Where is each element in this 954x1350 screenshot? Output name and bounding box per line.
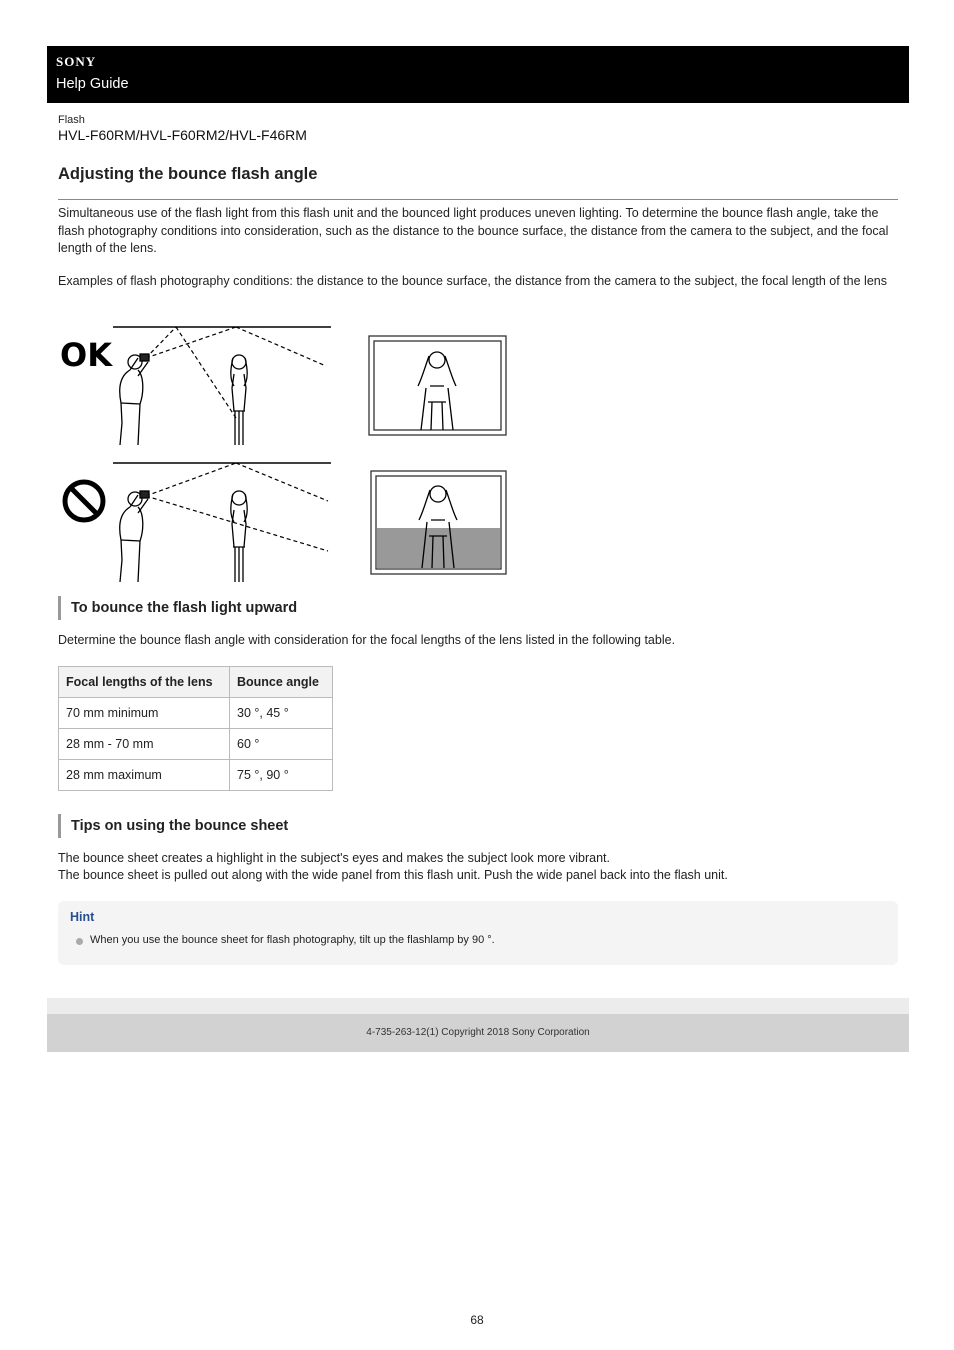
upward-description: Determine the bounce flash angle with consideration for the focal lengths of the lens listed in the following table. — [58, 633, 676, 647]
product-category: Flash — [58, 114, 85, 126]
brand-logo: SONY — [56, 54, 97, 69]
table-cell-angle: 60 ° — [230, 729, 333, 760]
page-title: Adjusting the bounce flash angle — [58, 165, 318, 183]
table-row — [59, 760, 333, 791]
guide-title: Help Guide — [56, 76, 129, 92]
bounce-flash-illustration — [58, 318, 518, 590]
prohibited-icon — [65, 482, 103, 520]
bounce-angle-table — [58, 666, 333, 791]
table-row — [59, 698, 333, 729]
table-cell-angle: 30 °, 45 ° — [230, 698, 333, 729]
header-bar — [47, 46, 909, 103]
table-cell-focal: 28 mm - 70 mm — [59, 729, 230, 760]
table-header-row — [59, 667, 333, 698]
table-cell-focal: 70 mm minimum — [59, 698, 230, 729]
ng-row — [65, 463, 506, 582]
subject-figure — [231, 491, 247, 582]
ok-label: OK — [60, 336, 112, 374]
ok-result-frame — [369, 336, 506, 435]
title-divider — [58, 199, 898, 200]
footer-copyright: 4-735-263-12(1) Copyright 2018 Sony Corporation — [47, 1014, 909, 1052]
bullet-icon — [76, 938, 83, 945]
hint-label: Hint — [70, 910, 95, 924]
table-row — [59, 729, 333, 760]
subject-figure — [231, 355, 247, 445]
intro-paragraph-1: Simultaneous use of the flash light from this flash unit and the bounced light produces uneven lighting. To determine the bounce flash angle, take the flash photography conditions into consideration, such as the distance to the bounce surface, the distance from the camera to the subject, and the focal length of the lens. — [58, 206, 889, 255]
hint-item: When you use the bounce sheet for flash photography, tilt up the flashlamp by 90 °. — [90, 934, 495, 946]
bounce-sheet-line-1: The bounce sheet creates a highlight in the subject's eyes and makes the subject look more vibrant. — [58, 851, 611, 865]
intro-paragraph-2: Examples of flash photography conditions: the distance to the bounce surface, the distance from the camera to the subject, the focal length of the lens — [58, 274, 887, 288]
section-heading-bounce-sheet: Tips on using the bounce sheet — [58, 814, 288, 838]
photographer-figure — [120, 354, 149, 445]
table-header-angle: Bounce angle — [230, 667, 333, 698]
section-heading-upward: To bounce the flash light upward — [58, 596, 297, 620]
photographer-figure — [120, 491, 149, 582]
table-header-focal: Focal lengths of the lens — [59, 667, 230, 698]
ng-result-frame — [371, 471, 506, 574]
footer-strip — [47, 998, 909, 1014]
table-cell-focal: 28 mm maximum — [59, 760, 230, 791]
product-model: HVL-F60RM/HVL-F60RM2/HVL-F46RM — [58, 127, 307, 143]
hint-box — [58, 901, 898, 965]
page-number: 68 — [470, 1313, 484, 1327]
bounce-sheet-line-2: The bounce sheet is pulled out along with the wide panel from this flash unit. Push the wide panel back into the flash unit. — [58, 868, 728, 882]
ok-row — [60, 327, 506, 445]
table-cell-angle: 75 °, 90 ° — [230, 760, 333, 791]
